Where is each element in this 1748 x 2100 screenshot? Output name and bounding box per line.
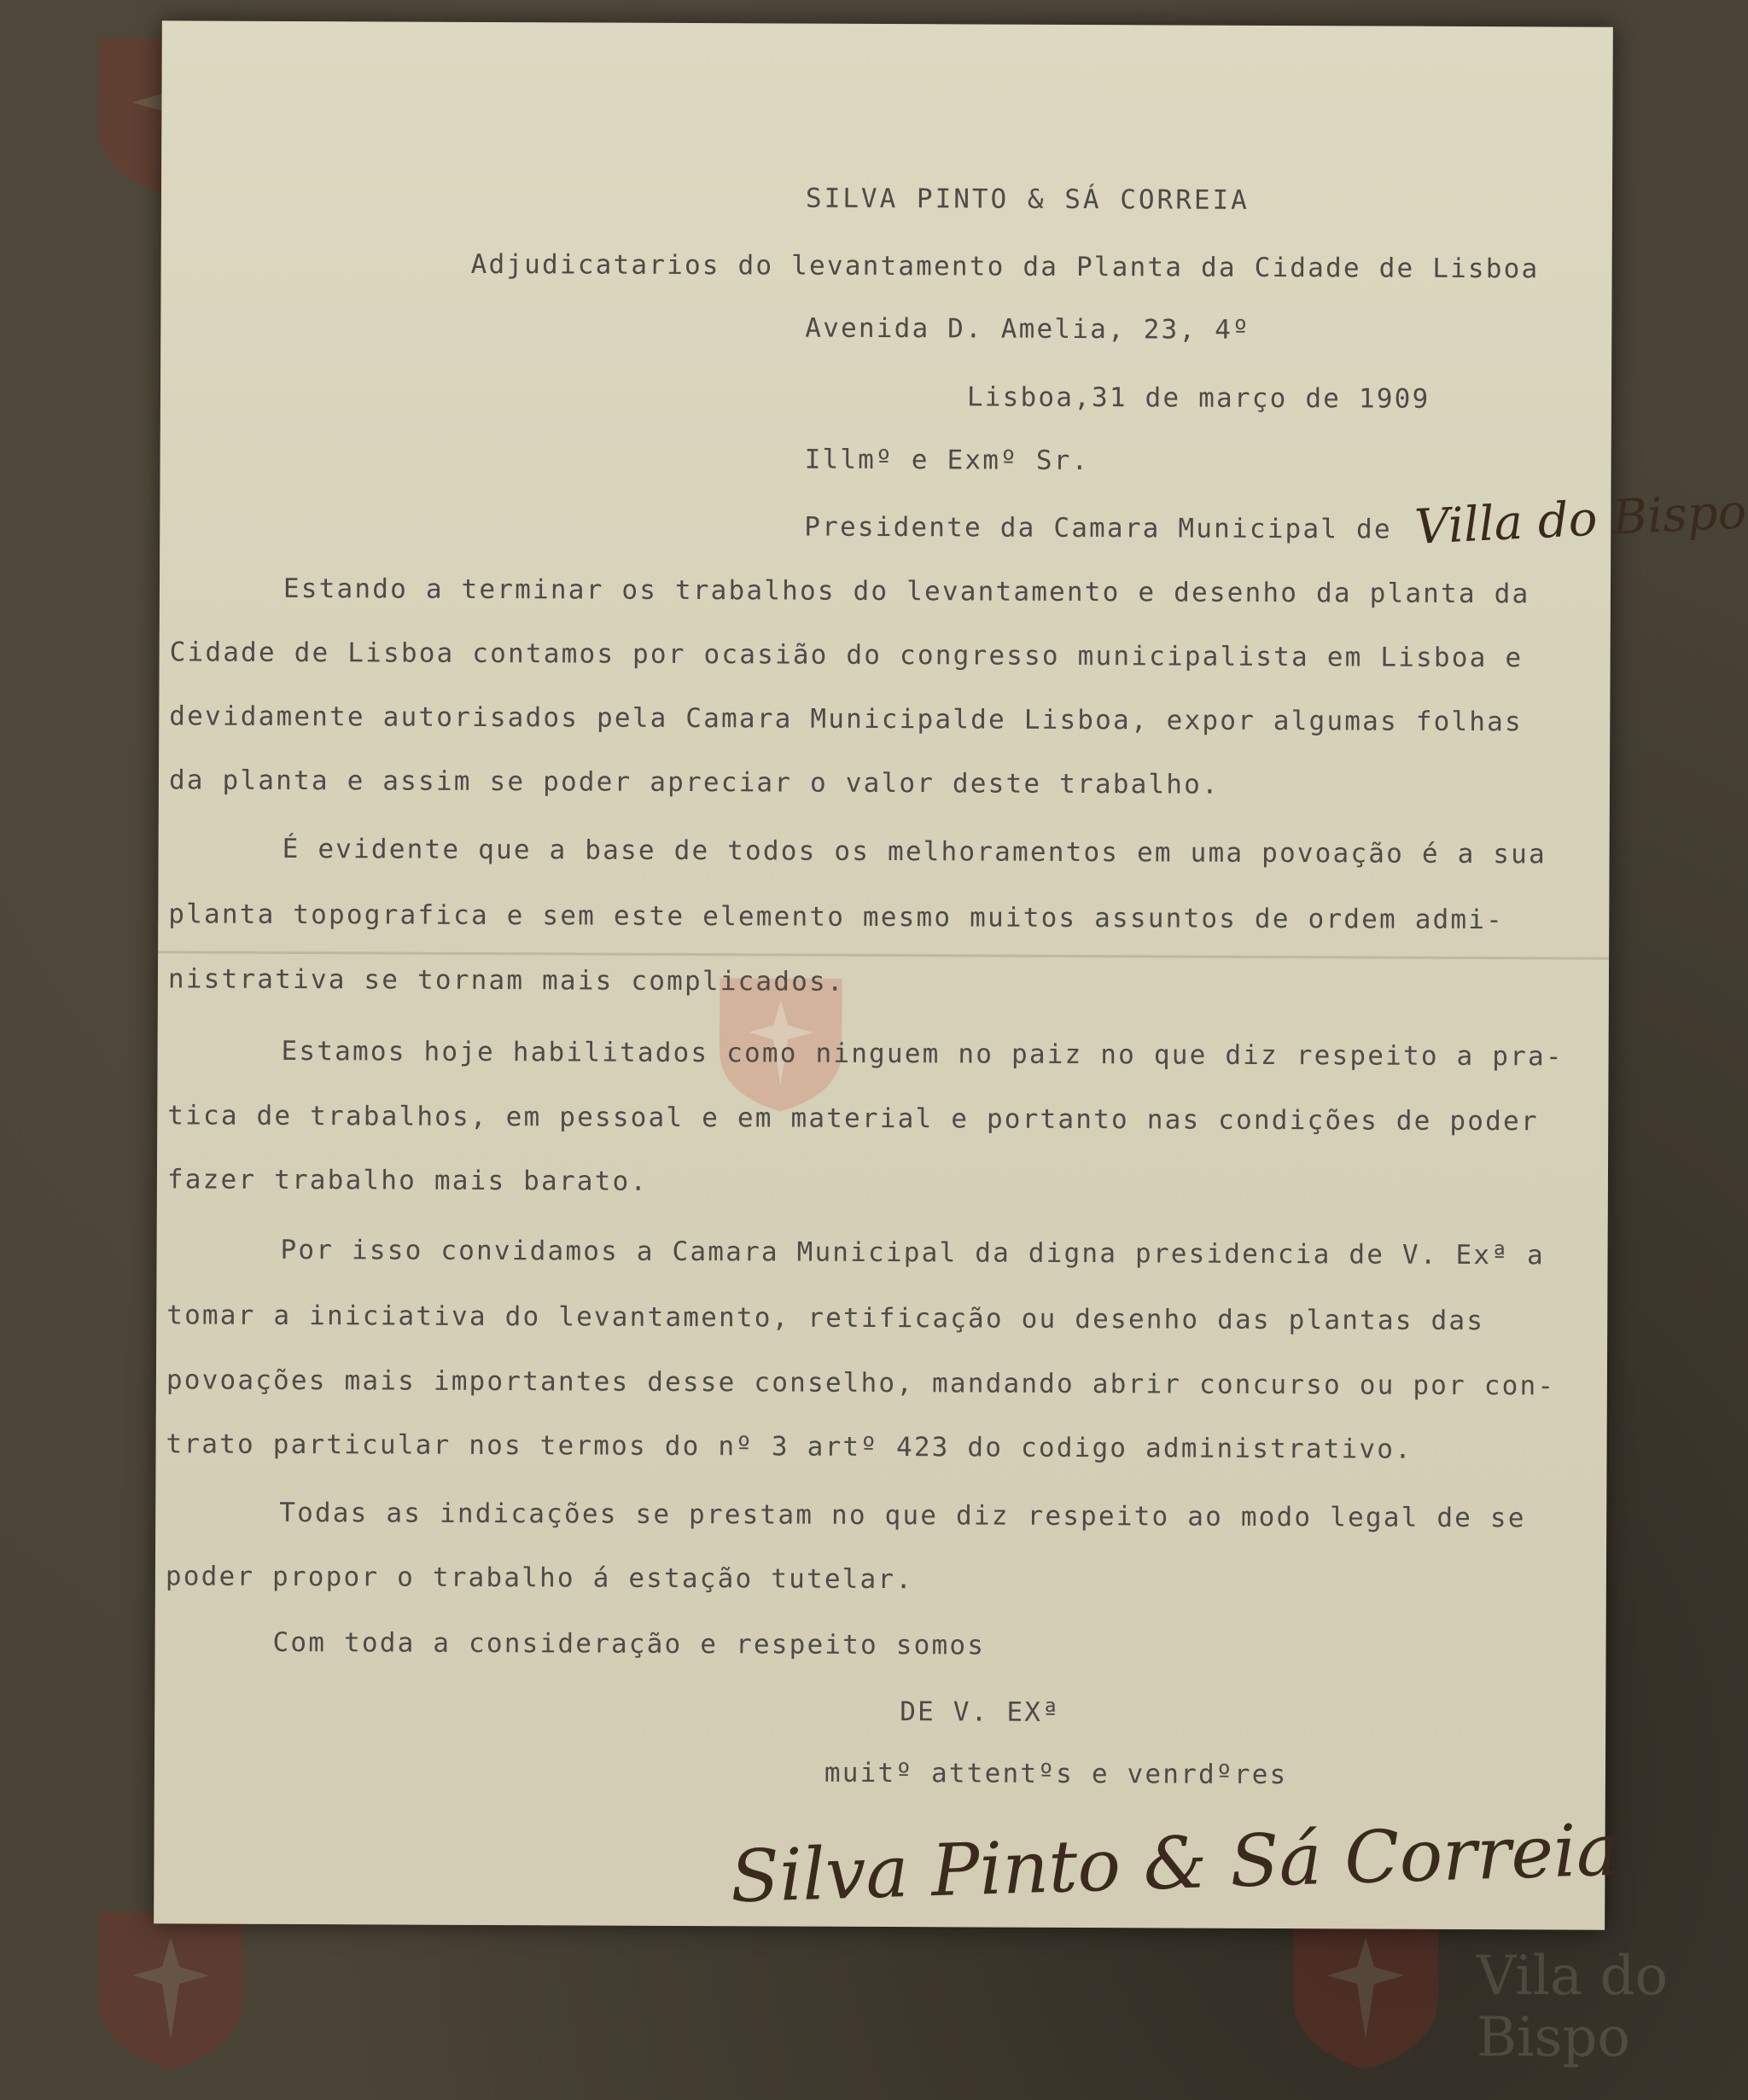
letterhead-subtitle: Adjudicatarios do levantamento da Planta da Cidade de Lisboa [470, 248, 1540, 285]
closing-line-attentos: muitº attentºs e venrdºres [824, 1757, 1288, 1791]
body-line: Estando a terminar os trabalhos do levantamento e desenho da planta da [283, 573, 1530, 610]
body-line: Cidade de Lisboa contamos por ocasião do congresso municipalista em Lisboa e [169, 637, 1524, 674]
letterhead-address: Avenida D. Amelia, 23, 4º [805, 312, 1250, 346]
body-line: planta topografica e sem este elemento mesmo muitos assuntos de ordem admi- [168, 899, 1505, 936]
body-line: poder propor o trabalho á estação tutelar. [165, 1561, 914, 1596]
body-line: da planta e assim se poder apreciar o valor deste trabalho. [168, 765, 1221, 800]
body-line: Estamos hoje habilitados como ninguem no paiz no que diz respeito a pra- [281, 1035, 1564, 1073]
letter-paper [154, 20, 1748, 1929]
paper-fold-crease [158, 951, 1609, 959]
body-line: Todas as indicações se prestam no que diz respeito ao modo legal de se [279, 1497, 1526, 1534]
body-line: nistrativa se tornam mais complicados. [167, 963, 845, 998]
letter-date: Lisboa,31 de março de 1909 [966, 381, 1430, 415]
body-line: trato particular nos termos do nº 3 artº 423 do codigo administrativo. [166, 1428, 1413, 1465]
body-line: Por isso convidamos a Camara Municipal da digna presidencia de V. Exª a [280, 1234, 1545, 1271]
letterhead-company: SILVA PINTO & SÁ CORREIA [805, 183, 1250, 216]
body-line: devidamente autorisados pela Camara Municipalde Lisboa, expor algumas folhas [169, 701, 1524, 738]
signature: Silva Pinto & Sá Correia [729, 1807, 1621, 1919]
watermark-crest-bottom-left [90, 1903, 252, 2074]
body-line: fazer trabalho mais barato. [166, 1164, 649, 1197]
closing-line-respect: Com toda a consideração e respeito somos [272, 1626, 986, 1661]
body-line: povoações mais importantes desse conselho, mandando abrir concurso ou por con- [166, 1364, 1556, 1402]
recipient-salutation: Illmº e Exmº Sr. [804, 444, 1090, 477]
watermark-text-bottom-right: Vila do Bispo [1477, 1945, 1669, 2069]
recipient-title: Presidente da Camara Municipal de [804, 511, 1392, 545]
body-line: É evidente que a base de todos os melhoramentos em uma povoação é a sua [282, 833, 1547, 870]
closing-line-de-v-exa: DE V. EXª [900, 1696, 1061, 1728]
body-line: tomar a iniciativa do levantamento, retificação ou desenho das plantas das [166, 1300, 1485, 1337]
body-line: tica de trabalhos, em pessoal e em material e portanto nas condições de poder [167, 1100, 1539, 1137]
recipient-place-handwritten: Villa do Bispo [1413, 484, 1748, 556]
